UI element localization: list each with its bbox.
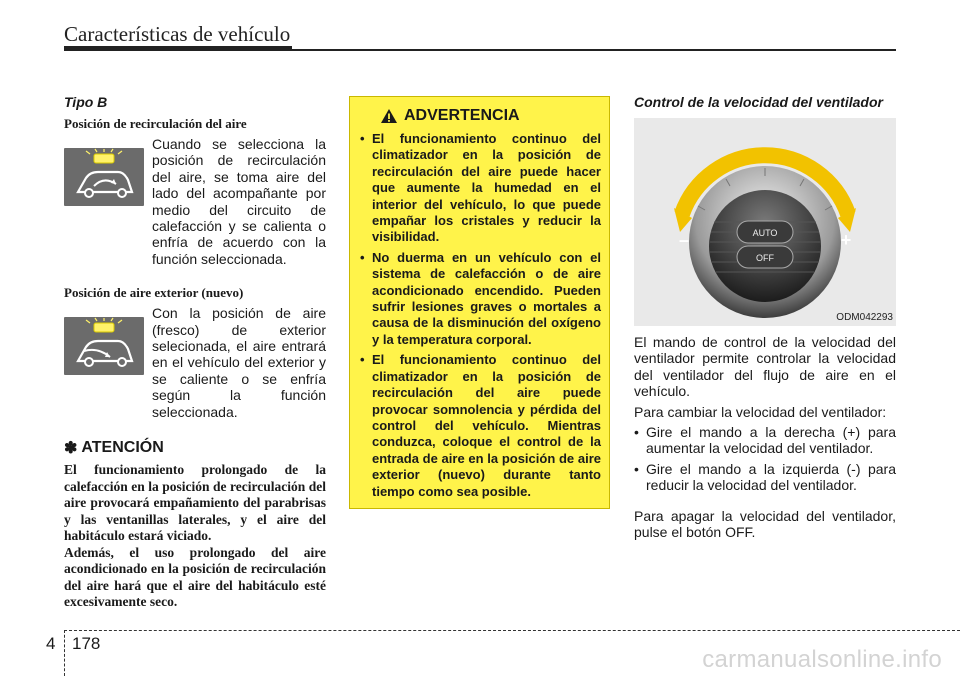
header-rule [64,46,292,51]
attention-paragraph-1: El funcionamiento prolongado de la calefacción en la posición de recirculación del aire provocará empañamiento del parabrisas y las ventanillas laterales, y el aire del habitáculo estará viciado. [64,462,326,544]
plus-label: + [840,230,852,250]
warning-list [360,131,601,500]
header-rule-thin [292,49,896,51]
warning-item: • No duerma en un vehículo con el sistema de calefacción o de aire acondicionado encendido. Pueden sufrir lesiones graves o mortales a causa de la disminución del oxígeno y la temperatura corporal. [360,250,601,348]
right-column [634,94,896,544]
fan-paragraph-2: Para cambiar la velocidad del ventilador: [634,403,887,420]
recirculation-button-image [64,148,144,206]
type-label: Tipo B [64,94,108,110]
fan-knob-figure [634,118,896,326]
attention-title: ATENCIÓN [81,439,164,457]
outside-air-text: Con la posición de aire (fresco) de exterior selecionada, el aire entrará en el vehículo del exterior y se caliente o se enfría según la función seleccionada. [152,305,326,420]
warning-title: ADVERTENCIA [404,107,520,124]
fan-paragraph-1: El mando de control de la velocidad del ventilador permite controlar la velocidad del ventilador del flujo de aire en el vehículo. [634,334,896,400]
recirculation-icon [64,148,144,206]
minus-label: – [678,230,690,250]
outside-air-heading: Posición de aire exterior (nuevo) [64,285,244,301]
recirculation-heading: Posición de recirculación del aire [64,116,247,131]
warning-heading [380,107,601,125]
attention-symbol-icon: ✽ [64,440,78,458]
fan-bullet: • Gire el mando a la izquierda (-) para reducir la velocidad del ventilador. [634,461,896,494]
off-label: OFF [756,253,774,263]
fan-paragraph-3: Para apagar la velocidad del ventilador, pulse el botón OFF. [634,507,896,541]
outside-air-icon [64,317,144,375]
outside-air-block [64,305,326,420]
fan-speed-heading: Control de la velocidad del ventilador [634,94,883,110]
footer-rule [64,630,960,631]
warning-item: • El funcionamiento continuo del climatizador en la posición de recirculación del aire puede hacer que aumente la humedad en el interior del vehículo, lo que puede empañar los cristales y reducir la visibilidad. [360,131,601,246]
warning-item: • El funcionamiento continuo del climatizador en la posición de recirculación del aire puede provocar somnolencia y pérdida del control del vehículo. Mientras conduzca, coloque el control de la entrada de aire en la posición de aire exterior (nuevo) durante tanto tiempo como sea posible. [360,352,601,500]
attention-paragraph-2: Además, el uso prolongado del aire acondicionado en la posición de recirculación del aire hará que el aire del habitáculo esté excesivamente seco. [64,544,326,610]
recirculation-text: Cuando se selecciona la posición de recirculación del aire, se toma aire del lado del acompañante por medio del circuito de calefacción y se calienta o enfría de acuerdo con la función seleccionada. [152,136,326,267]
footer-divider [64,630,65,676]
recirculation-block [64,136,326,267]
fan-bullet: • Gire el mando a la derecha (+) para aumentar la velocidad del ventilador. [634,424,896,457]
figure-code: ODM042293 [836,312,893,323]
chapter-number: 4 [46,634,56,653]
left-column [64,94,326,611]
warning-box [349,96,610,509]
watermark: carmanualsonline.info [702,646,942,673]
fan-bullet-list [634,424,896,494]
header-title: Características de vehículo [64,22,291,46]
auto-label: AUTO [752,228,778,238]
outside-air-button-image [64,317,144,375]
fan-knob-illustration [634,118,896,326]
page-number: 178 [72,634,101,653]
attention-heading [64,438,326,458]
warning-triangle-icon [380,108,398,124]
